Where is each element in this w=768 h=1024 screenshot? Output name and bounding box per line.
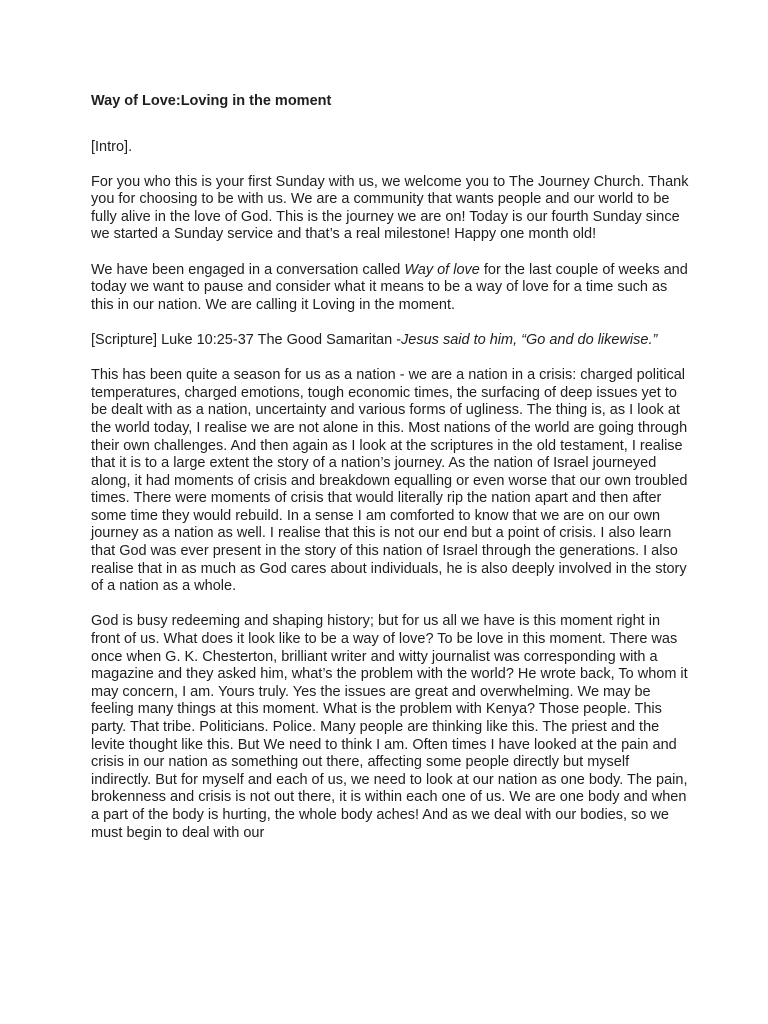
- scripture-line: [91, 332, 691, 350]
- paragraph-season: This has been quite a season for us as a nation - we are a nation in a crisis: charged political temperatures, charged emotions, tough economic times, the surfacing of deep issues yet to be dealt with as a nation, uncertainty and various forms of ugliness. The thing is, as I look at the world today, I realise we are not alone in this. Most nations of the world are going through their own challenges. And then again as I look at the scriptures in the old testament, I realise that it is to a large extent the story of a nation’s journey. As the nation of Israel journeyed along, it had moments of crisis and breakdown equalling or even worse that our own troubled times. There were moments of crisis that would literally rip the nation apart and then after some time they would rebuild. In a sense I am comforted to know that we are on our own journey as a nation as well. I realise that this is not our end but a point of crisis. I also learn that God was ever present in the story of this nation of Israel through the generations. I also realise that in as much as God cares about individuals, he is also deeply involved in the story of a nation as a whole.: [91, 367, 688, 595]
- scripture-reference: [Scripture] Luke 10:25-37 The Good Samaritan -: [91, 331, 402, 348]
- paragraph-conversation: [91, 262, 691, 315]
- scripture-quote: Jesus said to him, “Go and do likewise.”: [401, 331, 658, 348]
- document-page: [91, 92, 691, 860]
- paragraph-welcome: For you who this is your first Sunday with us, we welcome you to The Journey Church. Thank you for choosing to be with us. We are a community that wants people and our world to be fully alive in the love of God. This is the journey we are on! Today is our fourth Sunday since we started a Sunday service and that’s a real milestone! Happy one month old!: [91, 173, 689, 243]
- intro-marker: [Intro].: [91, 139, 133, 155]
- conversation-text-after: for the last couple of weeks and today we want to pause and consider what it means to be a way of love for a time such as this in our nation. We are calling it Loving in the moment.: [91, 261, 688, 313]
- paragraph-redeeming: God is busy redeeming and shaping history; but for us all we have is this moment right in front of us. What does it look like to be a way of love? To be love in this moment. There was once when G. K. Chesterton, brilliant writer and witty journalist was corresponding with a magazine and they asked him, what’s the problem with the world? He wrote back, To whom it may concern, I am. Yours truly. Yes the issues are great and overwhelming. We may be feeling many things at this moment. What is the problem with Kenya? Those people. This party. That tribe. Politicians. Police. Many people are thinking like this. The priest and the levite thought like this. But We need to think I am. Often times I have looked at the pain and crisis in our nation as something out there, affecting some people directly but myself indirectly. But for myself and each of us, we need to look at our nation as one body. The pain, brokenness and crisis is not out there, it is within each one of us. We are one body and when a part of the body is hurting, the whole body aches! And as we deal with our bodies, so we must begin to deal with our: [91, 613, 688, 841]
- conversation-text-before: We have been engaged in a conversation called: [91, 261, 405, 278]
- document-title: Way of Love:Loving in the moment: [91, 93, 332, 109]
- conversation-emphasis: Way of love: [404, 261, 480, 278]
